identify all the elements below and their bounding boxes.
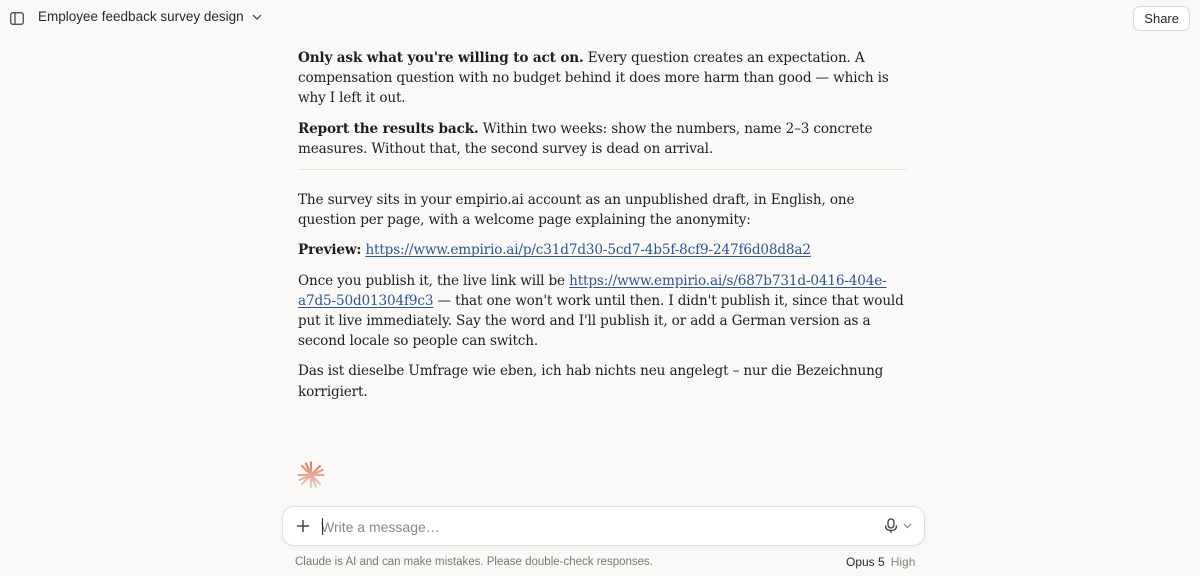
model-name: Opus 5	[846, 555, 885, 569]
chevron-down-icon	[252, 14, 262, 20]
model-effort: High	[890, 555, 916, 569]
message-composer	[282, 506, 925, 546]
sidebar-toggle-button[interactable]	[9, 10, 25, 26]
paragraph-heading: Only ask what you're willing to act on.	[298, 50, 584, 66]
conversation-title-menu[interactable]	[38, 9, 262, 24]
paragraph-text: Once you publish it, the live link will be	[298, 272, 570, 289]
assistant-message	[298, 48, 906, 412]
divider	[298, 169, 906, 170]
paragraph-text: Within two weeks: show the numbers, name 2–3 concrete measures. Without that, the second survey is dead on arrival.	[298, 120, 873, 157]
paragraph-report-back	[298, 119, 906, 159]
live-link[interactable]: https://www.empirio.ai/s/687b731d-0416-404e-a7d5-50d01304f9c3	[298, 272, 887, 309]
paragraph-draft-info: The survey sits in your empirio.ai account as an unpublished draft, in English, one question per page, with a welcome page explaining the anonymity:	[298, 192, 855, 229]
scroll-fade	[0, 460, 1200, 500]
disclaimer-text: Claude is AI and can make mistakes. Please double-check responses.	[295, 556, 653, 568]
message-input[interactable]	[321, 517, 861, 537]
preview-line	[298, 240, 906, 260]
chevron-down-icon[interactable]	[903, 521, 912, 530]
paragraph-german-note: Das ist dieselbe Umfrage wie eben, ich hab nichts neu angelegt – nur die Bezeichnung korrigiert.	[298, 363, 884, 400]
text-caret	[322, 518, 323, 535]
paragraph-publish-info	[298, 271, 906, 352]
paragraph-text: Every question creates an expectation. A compensation question with no budget behind it does more harm than good — which is why I left it out.	[298, 50, 889, 107]
claude-spark-icon	[297, 461, 325, 489]
top-bar	[0, 0, 1200, 37]
paragraph-heading: Report the results back.	[298, 120, 479, 137]
model-selector[interactable]	[846, 555, 915, 569]
share-button[interactable]: Share	[1133, 6, 1190, 31]
paragraph-text: — that one won't work until then. I didn't publish it, since that would put it live immediately. Say the word and I'll publish it, or add a German version as a second locale so people can switch.	[298, 292, 904, 350]
preview-link[interactable]: https://www.empirio.ai/p/c31d7d30-5cd7-4b5f-8cf9-247f6d08d8a2	[365, 242, 811, 259]
paragraph-act-on	[298, 48, 906, 109]
preview-label: Preview:	[298, 242, 362, 259]
sidebar-toggle-icon	[10, 12, 24, 25]
mic-icon[interactable]	[884, 518, 898, 534]
plus-icon[interactable]	[295, 518, 311, 534]
conversation-title: Employee feedback survey design	[38, 9, 244, 24]
